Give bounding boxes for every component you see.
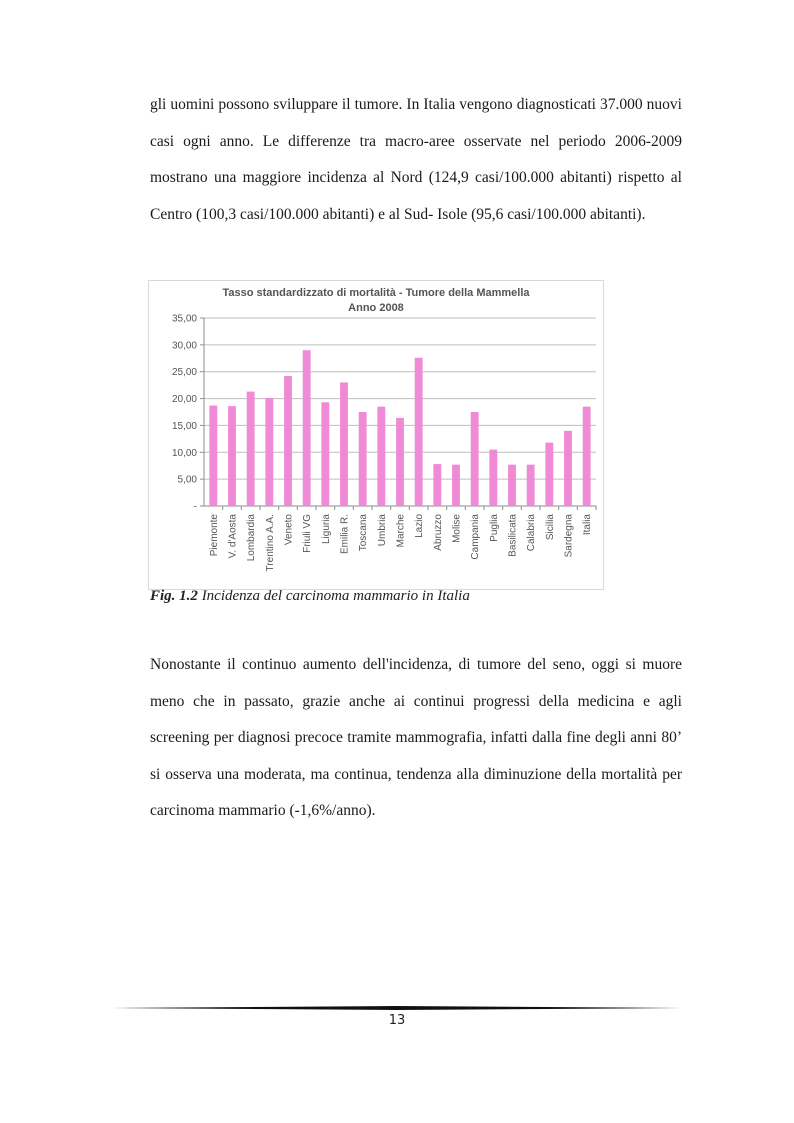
bar-8 bbox=[359, 412, 367, 506]
y-tick-label: 15,00 bbox=[171, 420, 197, 432]
bar-1 bbox=[228, 406, 236, 506]
x-tick-label: Friuli VG bbox=[302, 514, 314, 553]
bar-18 bbox=[545, 443, 553, 506]
bar-17 bbox=[527, 465, 535, 506]
bar-12 bbox=[433, 464, 441, 506]
bar-14 bbox=[471, 412, 479, 506]
y-tick-label: - bbox=[193, 501, 197, 513]
x-tick-label: Trentino A.A. bbox=[264, 514, 276, 572]
paragraph-1: gli uomini possono sviluppare il tumore. In Italia vengono diagnosticati 37.000 nuovi casi ogni anno. Le differenze tra macro-aree osservate nel periodo 2006-2009 mostrano una maggiore incidenza al Nord (124,9 casi/100.000 abitanti) rispetto al Centro (100,3 casi/100.000 abitanti) e al Sud- Isole (95,6 casi/100.000 abitanti). bbox=[150, 96, 682, 223]
figure-caption-text: Incidenza del carcinoma mammario in Italia bbox=[201, 588, 470, 604]
x-tick-label: Abruzzo bbox=[432, 514, 444, 551]
bar-0 bbox=[209, 406, 217, 506]
x-tick-label: Molise bbox=[451, 514, 463, 543]
bar-10 bbox=[396, 418, 404, 506]
bar-11 bbox=[415, 358, 423, 506]
x-tick-label: Basilicata bbox=[507, 514, 519, 557]
y-tick-label: 5,00 bbox=[177, 474, 197, 486]
figure-label: Fig. 1.2 bbox=[150, 588, 198, 604]
y-tick-label: 25,00 bbox=[171, 367, 197, 379]
x-tick-label: Italia bbox=[582, 514, 594, 536]
x-tick-label: Toscana bbox=[358, 514, 370, 552]
x-tick-label: Umbria bbox=[376, 514, 388, 547]
bar-13 bbox=[452, 465, 460, 506]
bar-15 bbox=[489, 450, 497, 506]
x-tick-label: Calabria bbox=[526, 514, 538, 552]
bar-6 bbox=[321, 402, 329, 506]
bar-19 bbox=[564, 431, 572, 506]
bar-chart bbox=[148, 280, 604, 590]
x-tick-label: Campania bbox=[470, 514, 482, 560]
bar-20 bbox=[583, 407, 591, 506]
bar-7 bbox=[340, 382, 348, 506]
chart-title: Tasso standardizzato di mortalità - Tumore della Mammella bbox=[222, 287, 530, 299]
x-tick-label: Liguria bbox=[320, 514, 332, 545]
footer-rule bbox=[112, 1006, 682, 1010]
page-number: 13 bbox=[388, 1013, 406, 1028]
x-tick-label: Marche bbox=[395, 514, 407, 548]
x-tick-label: Piemonte bbox=[208, 514, 220, 557]
figure-caption bbox=[150, 588, 470, 605]
y-tick-label: 20,00 bbox=[171, 394, 197, 406]
x-tick-label: Lazio bbox=[414, 514, 426, 538]
bar-16 bbox=[508, 465, 516, 506]
chart-subtitle: Anno 2008 bbox=[348, 302, 404, 314]
bar-5 bbox=[303, 350, 311, 506]
bar-4 bbox=[284, 376, 292, 506]
bar-2 bbox=[247, 392, 255, 506]
x-tick-label: Sardegna bbox=[563, 514, 575, 558]
y-tick-label: 10,00 bbox=[171, 447, 197, 459]
bar-9 bbox=[377, 407, 385, 506]
chart-svg bbox=[148, 280, 604, 590]
x-tick-label: Puglia bbox=[488, 514, 500, 542]
x-tick-label: Emilia R. bbox=[339, 514, 351, 555]
paragraph-2: Nonostante il continuo aumento dell'incidenza, di tumore del seno, oggi si muore meno che in passato, grazie anche ai continui progressi della medicina e agli screening per diagnosi precoce tramite mammografia, infatti dalla fine degli anni 80’ si osserva una moderata, ma continua, tendenza alla diminuzione della mortalità per carcinoma mammario (-1,6%/anno). bbox=[150, 656, 682, 819]
x-tick-label: Veneto bbox=[283, 514, 295, 546]
x-tick-label: V. d'Aosta bbox=[227, 514, 239, 559]
x-tick-label: Sicilia bbox=[544, 514, 556, 541]
y-tick-label: 35,00 bbox=[171, 313, 197, 325]
x-tick-label: Lombardia bbox=[246, 514, 258, 562]
y-tick-label: 30,00 bbox=[171, 340, 197, 352]
bar-3 bbox=[265, 398, 273, 506]
